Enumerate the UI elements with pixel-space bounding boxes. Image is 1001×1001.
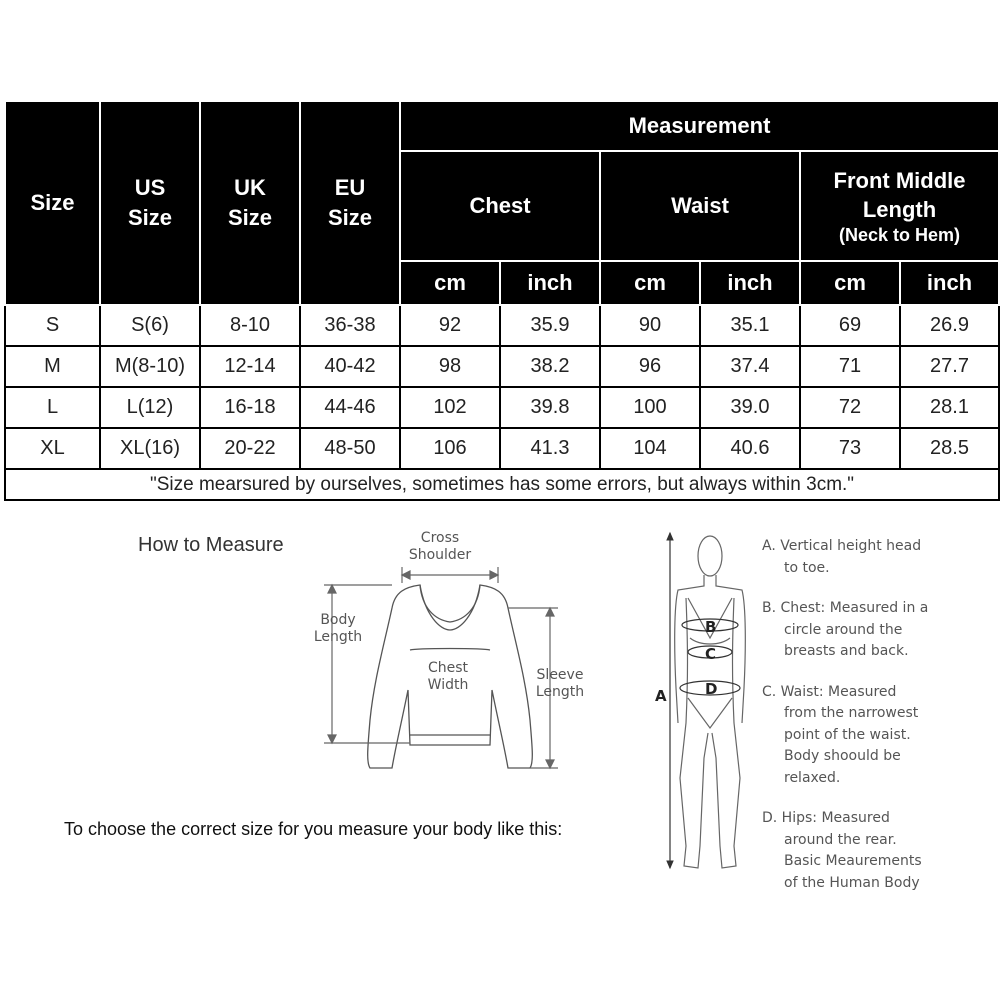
table-cell: 48-50 <box>300 428 400 469</box>
table-cell: 26.9 <box>900 305 999 346</box>
measurement-notes <box>762 536 997 913</box>
table-cell: 73 <box>800 428 900 469</box>
marker-a: A <box>655 687 667 705</box>
chest-width-label: Chest Width <box>427 660 469 693</box>
table-cell: 40.6 <box>700 428 800 469</box>
header-waist: Waist <box>600 151 800 261</box>
table-cell: 71 <box>800 346 900 387</box>
cross-shoulder-label: Cross Shoulder <box>408 530 472 563</box>
table-cell: 102 <box>400 387 500 428</box>
sleeve-length-label: Sleeve Length <box>535 667 585 700</box>
table-cell: M(8-10) <box>100 346 200 387</box>
table-cell: 8-10 <box>200 305 300 346</box>
header-eu-size: EU Size <box>300 101 400 305</box>
unit-length-inch: inch <box>900 261 999 305</box>
table-cell: 20-22 <box>200 428 300 469</box>
how-to-measure-title: How to Measure <box>138 534 284 556</box>
marker-c: C <box>705 645 717 663</box>
table-cell: 12-14 <box>200 346 300 387</box>
table-cell: 104 <box>600 428 700 469</box>
table-cell: 41.3 <box>500 428 600 469</box>
table-cell: 106 <box>400 428 500 469</box>
header-chest: Chest <box>400 151 600 261</box>
table-cell: 72 <box>800 387 900 428</box>
table-row <box>5 387 999 428</box>
note-b: B. Chest: Measured in a circle around the breasts and back. <box>762 600 929 659</box>
garment-diagram <box>300 530 600 780</box>
table-cell: 39.0 <box>700 387 800 428</box>
table-cell: 36-38 <box>300 305 400 346</box>
table-cell: 90 <box>600 305 700 346</box>
table-cell: 39.8 <box>500 387 600 428</box>
header-front-middle-length: Front Middle Length (Neck to Hem) <box>800 151 999 261</box>
note-c: C. Waist: Measured from the narrowest point of the waist. Body shoould be relaxed. <box>762 683 919 786</box>
header-size: Size <box>5 101 100 305</box>
table-cell: 69 <box>800 305 900 346</box>
note-d: D. Hips: Measured around the rear. Basic Meaurements of the Human Body <box>762 810 922 891</box>
choose-size-text: To choose the correct size for you measure your body like this: <box>64 819 563 839</box>
table-row <box>5 305 999 346</box>
note-a: A. Vertical height head to toe. <box>762 538 922 576</box>
table-cell: S(6) <box>100 305 200 346</box>
header-measurement: Measurement <box>400 101 999 151</box>
unit-waist-inch: inch <box>700 261 800 305</box>
table-row <box>5 346 999 387</box>
table-note: "Size mearsured by ourselves, sometimes has some errors, but always within 3cm." <box>5 469 999 500</box>
marker-b: B <box>705 618 717 636</box>
table-cell: 28.1 <box>900 387 999 428</box>
marker-d: D <box>705 680 718 698</box>
body-length-label: Body Length <box>313 612 363 645</box>
header-uk-size: UK Size <box>200 101 300 305</box>
table-cell: 27.7 <box>900 346 999 387</box>
table-cell: 100 <box>600 387 700 428</box>
table-cell: 38.2 <box>500 346 600 387</box>
table-cell: 16-18 <box>200 387 300 428</box>
table-cell: M <box>5 346 100 387</box>
table-cell: 40-42 <box>300 346 400 387</box>
table-cell: 37.4 <box>700 346 800 387</box>
body-figure <box>650 528 760 883</box>
table-cell: XL(16) <box>100 428 200 469</box>
table-cell: 96 <box>600 346 700 387</box>
header-us-size: US Size <box>100 101 200 305</box>
table-cell: 35.1 <box>700 305 800 346</box>
table-cell: L <box>5 387 100 428</box>
table-cell: 98 <box>400 346 500 387</box>
table-row <box>5 428 999 469</box>
size-chart-table <box>4 100 1000 501</box>
unit-waist-cm: cm <box>600 261 700 305</box>
unit-chest-inch: inch <box>500 261 600 305</box>
table-cell: L(12) <box>100 387 200 428</box>
table-cell: 28.5 <box>900 428 999 469</box>
table-cell: 44-46 <box>300 387 400 428</box>
table-cell: 35.9 <box>500 305 600 346</box>
unit-length-cm: cm <box>800 261 900 305</box>
table-cell: XL <box>5 428 100 469</box>
table-cell: 92 <box>400 305 500 346</box>
unit-chest-cm: cm <box>400 261 500 305</box>
table-cell: S <box>5 305 100 346</box>
